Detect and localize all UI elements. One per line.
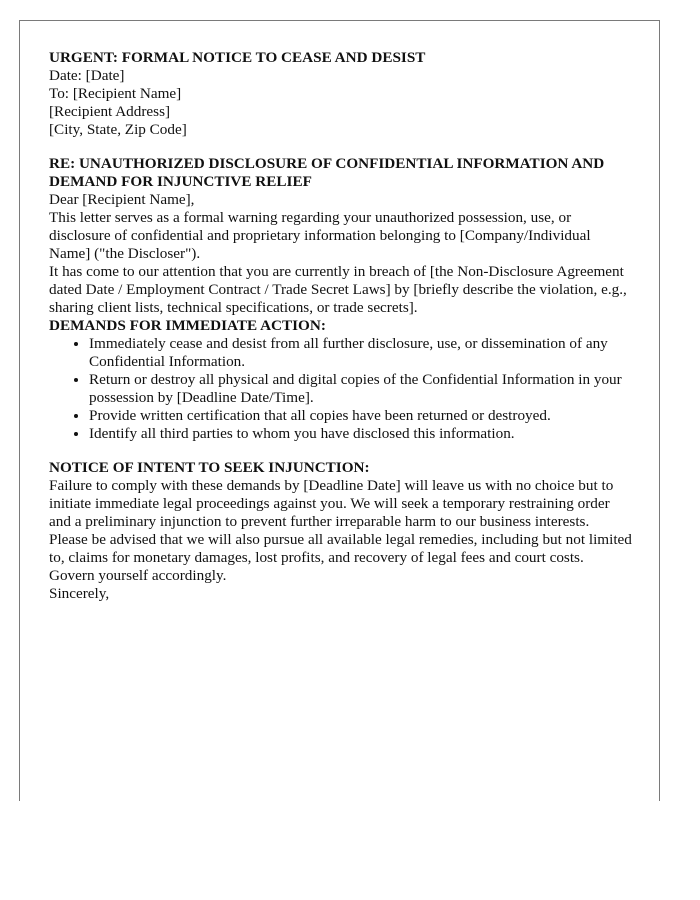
salutation: Dear [Recipient Name], <box>49 191 195 208</box>
demands-list <box>49 335 633 443</box>
list-item: • Return or destroy all physical and digital copies of the Confidential Information in your possession by [Deadline Date/Time]. <box>89 371 633 407</box>
letter-page <box>19 20 660 801</box>
failure-paragraph: Failure to comply with these demands by [Deadline Date] will leave us with no choice but to initiate immediate legal proceedings against you. We will seek a temporary restraining order and a preliminary injunction to prevent further irreparable harm to our business interests. <box>49 477 614 530</box>
recipient-address: [Recipient Address] <box>49 103 171 120</box>
recipient-name: To: [Recipient Name] <box>49 85 182 102</box>
recipient-block <box>49 85 633 139</box>
demands-heading: DEMANDS FOR IMMEDIATE ACTION: <box>49 317 326 334</box>
closing-line: Govern yourself accordingly. <box>49 567 227 584</box>
letter-body <box>49 49 633 603</box>
list-item: • Immediately cease and desist from all further disclosure, use, or dissemination of any Confidential Information. <box>89 335 633 371</box>
date-line: Date: [Date] <box>49 67 125 84</box>
remedies-paragraph: Please be advised that we will also pursue all available legal remedies, including but not limited to, claims for monetary damages, lost profits, and recovery of legal fees and court costs. <box>49 531 632 566</box>
signoff: Sincerely, <box>49 585 110 602</box>
list-item: • Provide written certification that all copies have been returned or destroyed. <box>89 407 633 425</box>
subject-line: RE: UNAUTHORIZED DISCLOSURE OF CONFIDENTIAL INFORMATION AND DEMAND FOR INJUNCTIVE RELIEF <box>49 155 605 190</box>
list-item: • Identify all third parties to whom you have disclosed this information. <box>89 425 633 443</box>
letter-title: URGENT: FORMAL NOTICE TO CEASE AND DESIST <box>49 49 426 66</box>
recipient-city: [City, State, Zip Code] <box>49 121 187 138</box>
intro-paragraph: This letter serves as a formal warning regarding your unauthorized possession, use, or disclosure of confidential and proprietary information belonging to [Company/Individual Name] ("the Discloser"). <box>49 209 591 262</box>
breach-paragraph: It has come to our attention that you are currently in breach of [the Non-Disclosure Agreement dated Date / Employment Contract / Trade Secret Laws] by [briefly describe the violation, e.g., sharing client lists, technical specifications, or trade secrets]. <box>49 263 627 316</box>
injunction-heading: NOTICE OF INTENT TO SEEK INJUNCTION: <box>49 459 370 476</box>
